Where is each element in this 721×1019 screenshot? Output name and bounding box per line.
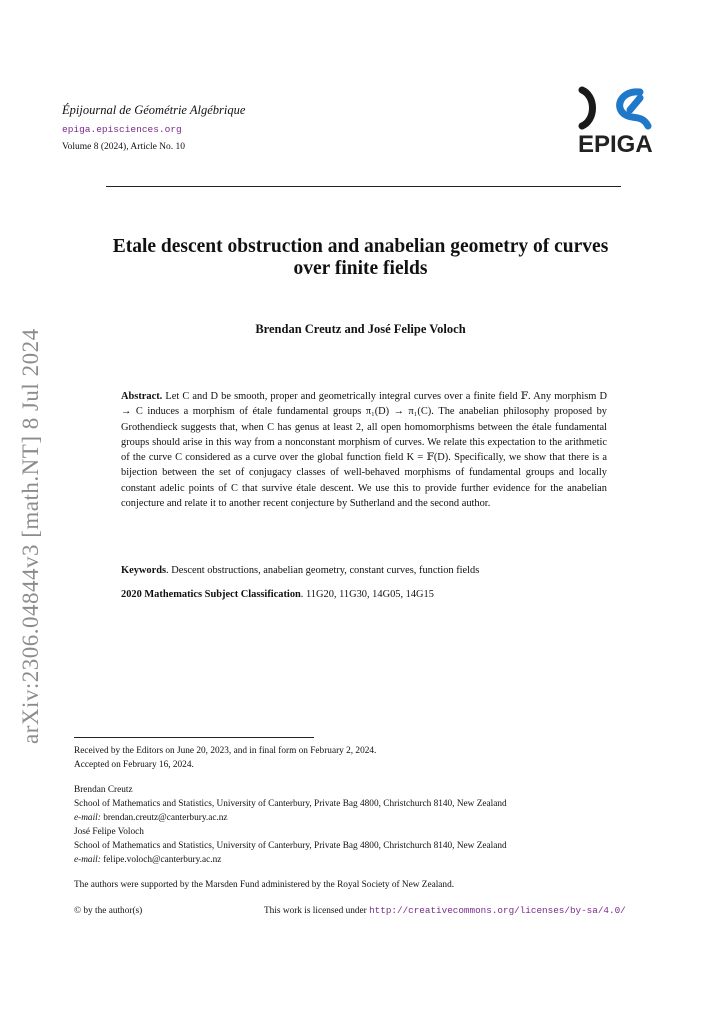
abstract [121, 389, 607, 511]
copyright-note: © by the author(s) [74, 906, 143, 916]
keywords-label: Keywords [121, 565, 167, 576]
license-prefix: This work is licensed under [264, 906, 367, 916]
accepted-note: Accepted on February 16, 2024. [74, 760, 194, 770]
author2-name: José Felipe Voloch [74, 827, 144, 837]
email-label: e-mail: [74, 855, 101, 865]
keywords-text: . Descent obstructions, anabelian geometry, constant curves, function fields [166, 565, 480, 576]
author1-email-line [74, 811, 228, 825]
abstract-text: Let C and D be smooth, proper and geometrically integral curves over a finite field 𝔽. Any morphism D → C induces a morphism of étale fundamental groups π₁(D) → π₁(C). The anabelian philosophy proposed by Grothendieck suggests that, when C has genus at least 2, all open homomorphisms between the étale fundamental groups should arise in this way from a nonconstant morphism of curves. We relate this expectation to the arithmetic of the curve C considered as a curve over the global function field K = 𝔽(D). Specifically, we show that there is a bijection between the set of conjugacy classes of well-behaved morphisms of fundamental groups and locally constant adelic points of C that survive étale descent. We use this to provide further evidence for the anabelian conjecture and relate it to another recent conjecture by Sutherland and the second author. [121, 391, 607, 510]
license-line [264, 904, 626, 918]
author1-email[interactable]: brendan.creutz@canterbury.ac.nz [103, 813, 228, 823]
msc-label: 2020 Mathematics Subject Classification [121, 589, 301, 600]
epiga-logo-icon [578, 84, 660, 132]
journal-title: Épijournal de Géométrie Algébrique [62, 103, 246, 117]
footnote-divider [74, 737, 314, 738]
author1-affiliation: School of Mathematics and Statistics, University of Canterbury, Private Bag 4800, Christchurch 8140, New Zealand [74, 799, 507, 809]
title-line-2: over finite fields [293, 258, 428, 279]
author2-email-line [74, 853, 221, 867]
msc-text: . 11G20, 11G30, 14G05, 14G15 [300, 589, 434, 600]
header-divider [106, 186, 621, 187]
title-line-1: Etale descent obstruction and anabelian geometry of curves [112, 236, 609, 257]
journal-url-link[interactable]: epiga.episciences.org [62, 124, 182, 135]
received-note: Received by the Editors on June 20, 2023, and in final form on February 2, 2024. [74, 746, 377, 756]
journal-volume: Volume 8 (2024), Article No. 10 [62, 142, 186, 152]
license-link[interactable]: http://creativecommons.org/licenses/by-sa/4.0/ [369, 905, 626, 916]
email-label: e-mail: [74, 813, 101, 823]
epiga-logo [578, 84, 660, 158]
author1-name: Brendan Creutz [74, 785, 133, 795]
author2-affiliation: School of Mathematics and Statistics, University of Canterbury, Private Bag 4800, Christchurch 8140, New Zealand [74, 841, 507, 851]
author2-email[interactable]: felipe.voloch@canterbury.ac.nz [103, 855, 222, 865]
abstract-label: Abstract. [121, 391, 163, 402]
paper-title [60, 236, 661, 280]
logo-text: EPIGA [578, 131, 653, 158]
paper-authors: Brendan Creutz and José Felipe Voloch [255, 322, 466, 336]
funding-note: The authors were supported by the Marsden Fund administered by the Royal Society of New Zealand. [74, 880, 455, 890]
keywords [121, 565, 607, 576]
arxiv-stamp: arXiv:2306.04844v3 [math.NT] 8 Jul 2024 [18, 328, 43, 744]
msc-classification [121, 589, 607, 600]
